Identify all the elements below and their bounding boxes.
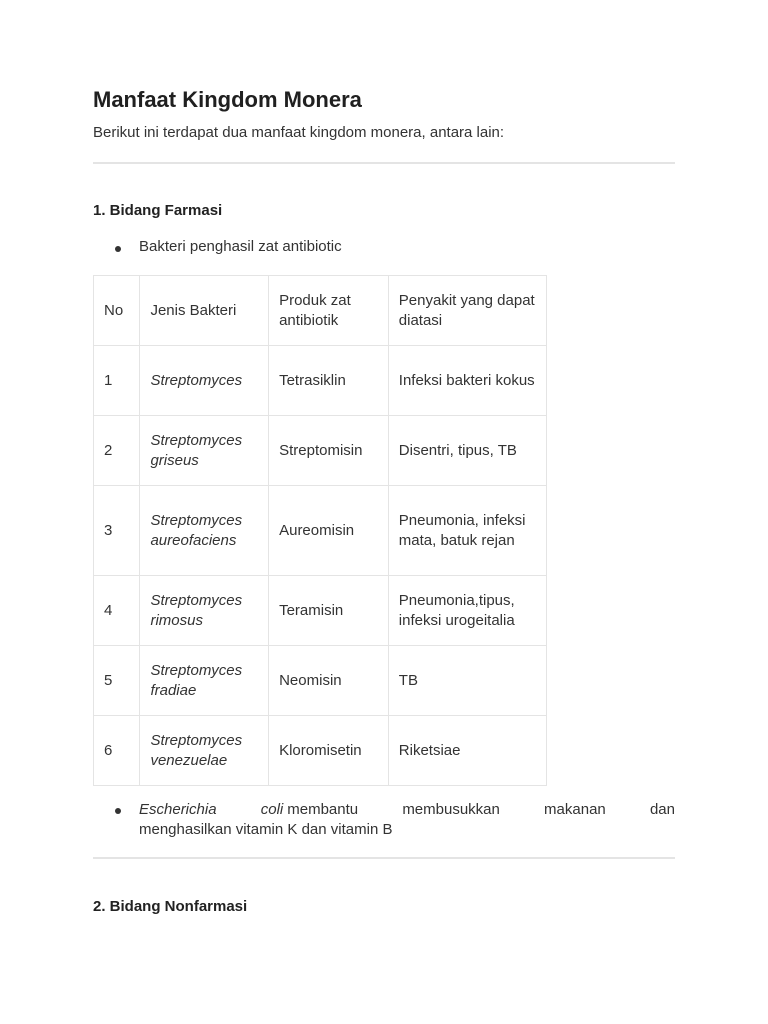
divider <box>93 162 675 164</box>
cell-species: Streptomyces griseus <box>140 416 269 486</box>
cell-no: 2 <box>94 416 140 486</box>
cell-species: Streptomyces fradiae <box>140 646 269 716</box>
cell-species: Streptomyces aureofaciens <box>140 486 269 576</box>
species-name <box>139 800 217 820</box>
cell-disease: Infeksi bakteri kokus <box>388 346 546 416</box>
intro-text: Berikut ini terdapat dua manfaat kingdom monera, antara lain: <box>93 124 505 141</box>
cell-species: Streptomyces venezuelae <box>140 716 269 786</box>
cell-no: 1 <box>94 346 140 416</box>
cell-disease: Pneumonia,tipus, infeksi urogeitalia <box>388 576 546 646</box>
cell-product: Neomisin <box>269 646 389 716</box>
cell-no: 6 <box>94 716 140 786</box>
table-row <box>94 416 547 486</box>
cell-disease: Riketsiae <box>388 716 546 786</box>
list-item-line-2: menghasilkan vitamin K dan vitamin B <box>139 821 393 838</box>
table-header-row <box>94 276 547 346</box>
cell-product: Streptomisin <box>269 416 389 486</box>
species-genus: Escherichia <box>139 801 217 818</box>
cell-disease: TB <box>388 646 546 716</box>
cell-species: Streptomyces <box>140 346 269 416</box>
word: dan <box>649 801 675 818</box>
header-cell-species: Jenis Bakteri <box>140 276 269 346</box>
cell-species: Streptomyces rimosus <box>140 576 269 646</box>
list-item <box>115 800 675 840</box>
word: membantu <box>287 801 359 818</box>
divider <box>93 857 675 859</box>
table-row <box>94 576 547 646</box>
word: makanan <box>544 801 606 818</box>
list-item-line <box>139 800 675 820</box>
species-epithet: coli <box>260 801 284 818</box>
cell-disease: Pneumonia, infeksi mata, batuk rejan <box>388 486 546 576</box>
page-title: Manfaat Kingdom Monera <box>93 87 362 112</box>
cell-no: 3 <box>94 486 140 576</box>
species-epithet-wrap <box>261 800 358 820</box>
cell-product: Kloromisetin <box>269 716 389 786</box>
header-cell-disease: Penyakit yang dapat diatasi <box>388 276 546 346</box>
antibiotic-table <box>93 275 547 786</box>
header-cell-product: Produk zat antibiotik <box>269 276 389 346</box>
table-row <box>94 646 547 716</box>
section-heading-farmasi: 1. Bidang Farmasi <box>93 202 223 219</box>
cell-product: Aureomisin <box>269 486 389 576</box>
cell-product: Teramisin <box>269 576 389 646</box>
list-item-text: Bakteri penghasil zat antibiotic <box>139 238 342 255</box>
cell-product: Tetrasiklin <box>269 346 389 416</box>
cell-no: 4 <box>94 576 140 646</box>
section-heading-nonfarmasi: 2. Bidang Nonfarmasi <box>93 898 248 915</box>
table-row <box>94 346 547 416</box>
word: membusukkan <box>402 801 500 818</box>
cell-no: 5 <box>94 646 140 716</box>
table-row <box>94 716 547 786</box>
table-row <box>94 486 547 576</box>
cell-disease: Disentri, tipus, TB <box>388 416 546 486</box>
header-cell-no: No <box>94 276 140 346</box>
list-item-text <box>139 800 675 840</box>
